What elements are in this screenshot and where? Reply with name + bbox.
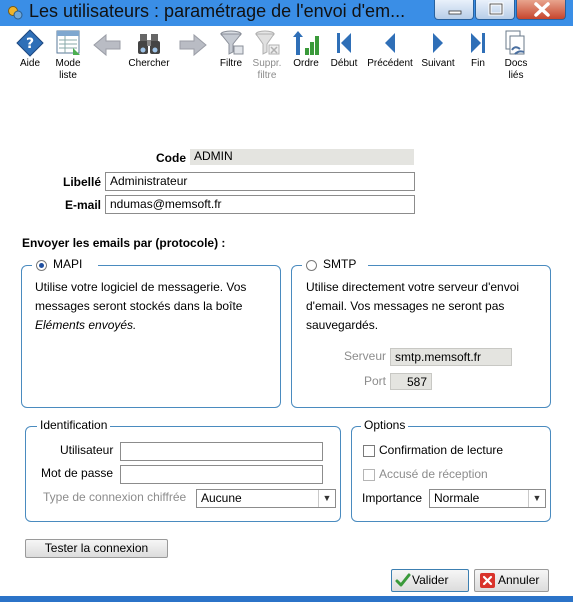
importance-select[interactable]	[429, 489, 546, 508]
remove-filter-icon	[252, 28, 282, 58]
next-record-icon	[423, 28, 453, 58]
smtp-desc-line3: sauvegardés.	[306, 318, 379, 332]
debut-label: Début	[330, 58, 358, 69]
filtre-label: Filtre	[219, 58, 243, 69]
identification-group	[25, 418, 341, 522]
minimize-button[interactable]	[434, 0, 474, 20]
suppr-filtre-label: Suppr.	[252, 58, 282, 69]
debut-button[interactable]	[326, 28, 362, 70]
code-field: ADMIN	[190, 149, 414, 165]
utilisateur-field[interactable]	[120, 442, 323, 461]
confirmation-checkbox[interactable]	[363, 445, 375, 457]
mapi-desc-line3: Eléments envoyés.	[35, 318, 137, 332]
docs-lies-label: Docs	[504, 58, 528, 69]
smtp-desc-line2: d'email. Vos messages ne seront pas	[306, 299, 505, 313]
chercher-button[interactable]	[126, 28, 172, 70]
annuler-label: Annuler	[498, 573, 540, 587]
protocol-section-title: Envoyer les emails par (protocole) :	[22, 236, 226, 250]
aide-button[interactable]	[12, 28, 48, 70]
smtp-desc-line1: Utilise directement votre serveur d'envoi	[306, 280, 520, 294]
ordre-label: Ordre	[293, 58, 319, 69]
importance-value: Normale	[434, 491, 480, 505]
smtp-label: SMTP	[323, 257, 357, 271]
suppr-filtre-label-2: filtre	[257, 70, 277, 81]
accuse-checkbox[interactable]	[363, 469, 375, 481]
window-titlebar[interactable]	[0, 0, 573, 26]
close-icon	[517, 0, 567, 20]
fin-button[interactable]	[462, 28, 494, 70]
fin-label: Fin	[471, 58, 485, 69]
docs-lies-label-2: liés	[508, 70, 524, 81]
close-button[interactable]	[516, 0, 566, 20]
importance-label: Importance	[362, 491, 423, 505]
utilisateur-label: Utilisateur	[60, 443, 114, 457]
chevron-down-icon: ▼	[318, 490, 335, 507]
maximize-button[interactable]	[475, 0, 515, 20]
smtp-option[interactable]	[302, 257, 368, 273]
app-icon	[7, 5, 23, 21]
chercher-label: Chercher	[128, 58, 170, 69]
type-connexion-value: Aucune	[201, 491, 242, 505]
valider-label: Valider	[412, 573, 449, 587]
mapi-label: MAPI	[53, 257, 83, 271]
tester-connexion-button[interactable]: Tester la connexion	[25, 539, 168, 558]
suppr-filtre-button[interactable]	[249, 28, 285, 82]
linked-docs-icon	[501, 28, 531, 58]
forward-arrow-icon	[178, 32, 208, 58]
back-arrow-icon	[92, 32, 122, 58]
maximize-icon	[476, 0, 516, 20]
libelle-field[interactable]: Administrateur	[105, 172, 415, 191]
type-connexion-label: Type de connexion chiffrée	[43, 490, 187, 504]
binoculars-icon	[134, 28, 164, 58]
smtp-group	[291, 257, 551, 408]
options-legend: Options	[361, 418, 408, 432]
email-label: E-mail	[64, 198, 101, 212]
options-group	[351, 418, 551, 522]
window-bottom-border	[0, 596, 573, 602]
port-label: Port	[364, 374, 387, 388]
mode-liste-label: Mode	[55, 58, 81, 69]
serveur-label: Serveur	[344, 349, 387, 363]
mode-liste-label-2: liste	[59, 70, 77, 81]
list-mode-icon	[53, 28, 83, 58]
accuse-label: Accusé de réception	[379, 467, 488, 481]
suivant-label: Suivant	[421, 58, 455, 69]
mapi-option[interactable]	[32, 257, 98, 273]
valider-button[interactable]	[391, 569, 469, 592]
mot-de-passe-field[interactable]	[120, 465, 323, 484]
smtp-radio[interactable]	[306, 260, 317, 271]
docs-lies-button[interactable]	[498, 28, 534, 82]
filtre-button[interactable]	[215, 28, 247, 70]
annuler-button[interactable]	[474, 569, 549, 592]
chevron-down-icon: ▼	[528, 490, 545, 507]
mapi-radio[interactable]	[36, 260, 47, 271]
svg-text:?: ?	[25, 36, 35, 52]
type-connexion-select[interactable]	[196, 489, 336, 508]
previous-record-icon	[375, 28, 405, 58]
serveur-field[interactable]: smtp.memsoft.fr	[390, 348, 512, 366]
last-record-icon	[463, 28, 493, 58]
mode-liste-button[interactable]	[50, 28, 86, 82]
toolbar	[0, 26, 573, 94]
identification-legend: Identification	[37, 418, 110, 432]
suivant-button[interactable]	[418, 28, 458, 70]
precedent-label: Précédent	[367, 58, 413, 69]
first-record-icon	[329, 28, 359, 58]
mapi-desc-line2: messages seront stockés dans la boîte	[35, 299, 243, 313]
help-icon	[15, 28, 45, 58]
ordre-button[interactable]	[290, 28, 322, 70]
checkmark-icon	[395, 573, 411, 588]
aide-label: Aide	[19, 58, 40, 69]
code-label: Code	[156, 151, 186, 165]
mot-de-passe-label: Mot de passe	[41, 466, 114, 480]
cancel-icon	[480, 573, 495, 588]
confirmation-label: Confirmation de lecture	[379, 443, 504, 457]
mapi-desc-line1: Utilise votre logiciel de messagerie. Vos	[35, 280, 247, 294]
form-panel	[0, 94, 573, 602]
email-field[interactable]: ndumas@memsoft.fr	[105, 195, 415, 214]
libelle-label: Libellé	[62, 175, 101, 189]
mapi-group	[21, 257, 281, 408]
sort-order-icon	[291, 28, 321, 58]
port-field[interactable]: 587	[390, 373, 432, 390]
filter-icon	[216, 28, 246, 58]
window-title: Les utilisateurs : paramétrage de l'envoi d'em...	[29, 1, 406, 21]
minimize-icon	[435, 0, 475, 20]
precedent-button[interactable]	[364, 28, 416, 70]
